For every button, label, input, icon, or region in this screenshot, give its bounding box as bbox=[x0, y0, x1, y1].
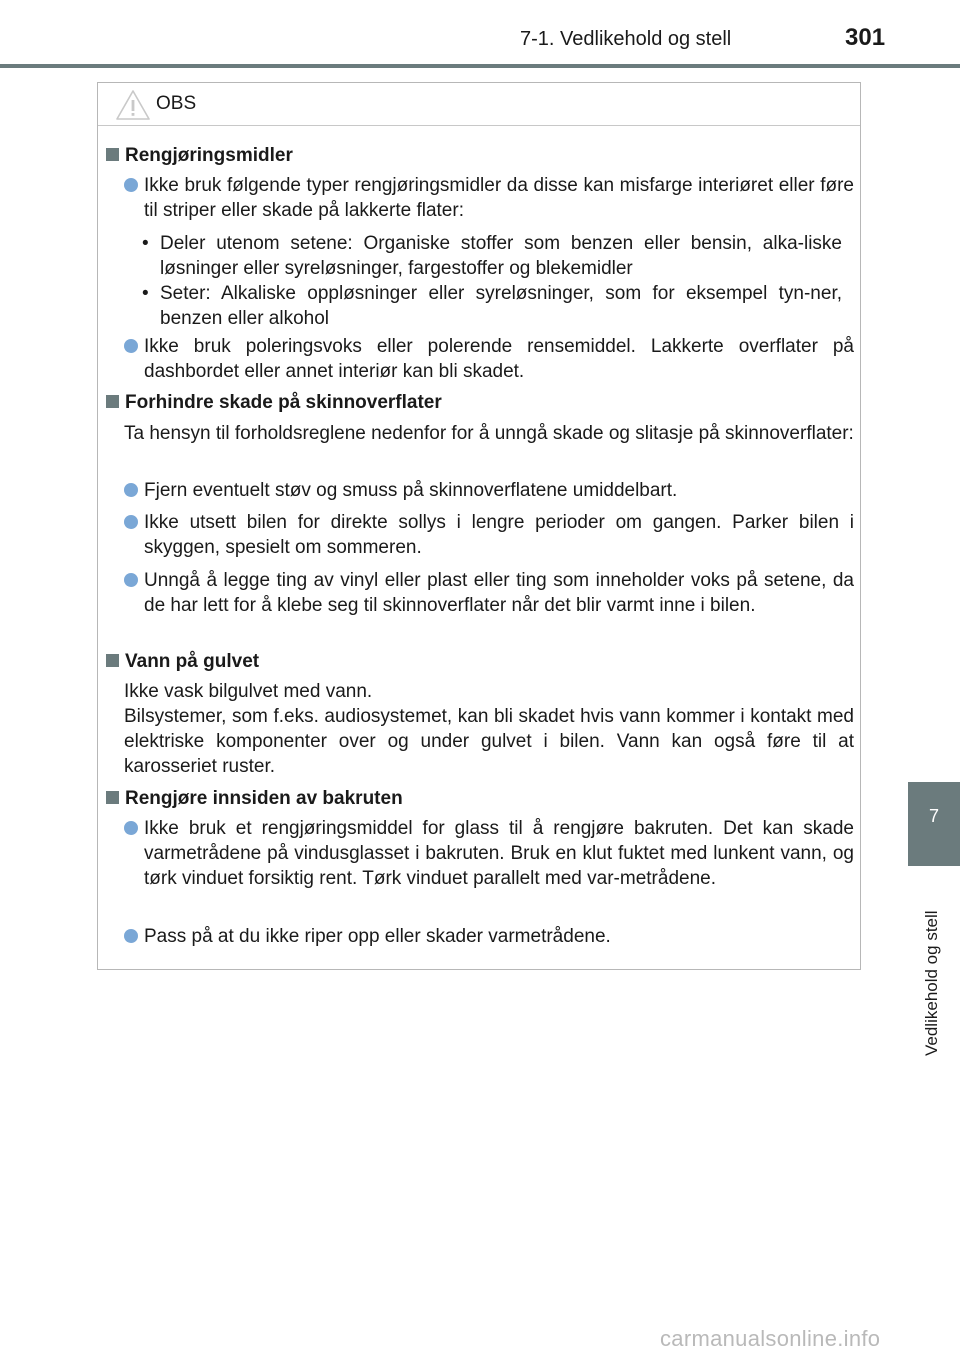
section-heading-text: Rengjøringsmidler bbox=[125, 145, 293, 166]
section-line: Bilsystemer, som f.eks. audiosystemet, kan bli skadet hvis vann kommer i kontakt med elektriske komponenter over og under gulvet i bilen. Vann kan også føre til at karosseriet ruster. bbox=[124, 706, 854, 777]
sub-list-item bbox=[142, 231, 842, 281]
sub-list-item-text: Deler utenom setene: Organiske stoffer som benzen eller bensin, alka-liske løsninger eller syreløsninger, fargestoffer og blekemidler bbox=[160, 233, 842, 279]
list-item bbox=[124, 334, 854, 384]
small-bullet-icon: • bbox=[142, 283, 149, 304]
list-item bbox=[124, 924, 854, 949]
chapter-tab bbox=[908, 782, 960, 866]
list-item-text: Ikke bruk følgende typer rengjøringsmidler da disse kan misfarge interiøret eller føre til striper eller skade på lakkerte flater: bbox=[144, 175, 854, 221]
list-item bbox=[124, 173, 854, 223]
section-heading bbox=[106, 788, 403, 810]
round-bullet-icon bbox=[124, 929, 138, 943]
chapter-side-label bbox=[910, 876, 958, 1056]
list-item-text: Unngå å legge ting av vinyl eller plast eller ting som inneholder voks på setene, da de har lett for å klebe seg til skinnoverflater når det blir varmt inne i bilen. bbox=[144, 570, 854, 616]
list-item-text: Ikke bruk et rengjøringsmiddel for glass til å rengjøre bakruten. Det kan skade varmetrådene på vindusglasset i bakruten. Bruk en klut fuktet med lunkent vann, og tørk vinduet forsiktig rent. Tørk vinduet parallelt med var-metrådene. bbox=[144, 818, 854, 889]
round-bullet-icon bbox=[124, 821, 138, 835]
chapter-label-text: Vedlikehold og stell bbox=[922, 910, 941, 1056]
section-heading bbox=[106, 145, 293, 167]
header-title: 7-1. Vedlikehold og stell bbox=[520, 28, 732, 50]
list-item bbox=[124, 510, 854, 560]
list-item-text: Pass på at du ikke riper opp eller skader varmetrådene. bbox=[144, 926, 611, 947]
square-bullet-icon bbox=[106, 654, 119, 667]
caution-label: OBS bbox=[156, 93, 197, 114]
chapter-number: 7 bbox=[928, 806, 939, 826]
section-heading-text: Rengjøre innsiden av bakruten bbox=[125, 788, 403, 809]
page-number: 301 bbox=[845, 24, 886, 51]
list-item-text: Fjern eventuelt støv og smuss på skinnoverflatene umiddelbart. bbox=[144, 480, 678, 501]
list-item bbox=[124, 568, 854, 618]
list-item-text: Ikke bruk poleringsvoks eller polerende rensemiddel. Lakkerte overflater på dashbordet eller annet interiør kan bli skadet. bbox=[144, 336, 854, 382]
header-rule bbox=[0, 64, 960, 68]
sub-list-item-text: Seter: Alkaliske oppløsninger eller syreløsninger, som for eksempel tyn-ner, benzen eller alkohol bbox=[160, 283, 842, 329]
caution-box bbox=[97, 82, 861, 970]
round-bullet-icon bbox=[124, 178, 138, 192]
section-heading bbox=[106, 651, 259, 673]
square-bullet-icon bbox=[106, 791, 119, 804]
square-bullet-icon bbox=[106, 395, 119, 408]
section-intro: Ta hensyn til forholdsreglene nedenfor for å unngå skade og slitasje på skinnoverflater: bbox=[124, 423, 854, 444]
section-line: Ikke vask bilgulvet med vann. bbox=[124, 681, 373, 702]
round-bullet-icon bbox=[124, 339, 138, 353]
section-heading-text: Forhindre skade på skinnoverflater bbox=[125, 392, 442, 413]
list-item-text: Ikke utsett bilen for direkte sollys i lengre perioder om gangen. Parker bilen i skyggen, spesielt om sommeren. bbox=[144, 512, 854, 558]
round-bullet-icon bbox=[124, 515, 138, 529]
small-bullet-icon: • bbox=[142, 233, 149, 254]
section-heading-text: Vann på gulvet bbox=[125, 651, 260, 672]
square-bullet-icon bbox=[106, 148, 119, 161]
section-heading bbox=[106, 392, 442, 414]
round-bullet-icon bbox=[124, 573, 138, 587]
warning-triangle-icon bbox=[115, 89, 151, 121]
list-item bbox=[124, 816, 854, 891]
list-item bbox=[124, 478, 854, 503]
watermark: carmanualsonline.info bbox=[660, 1326, 881, 1351]
sub-list-item bbox=[142, 281, 842, 331]
caution-header bbox=[98, 83, 860, 126]
round-bullet-icon bbox=[124, 483, 138, 497]
